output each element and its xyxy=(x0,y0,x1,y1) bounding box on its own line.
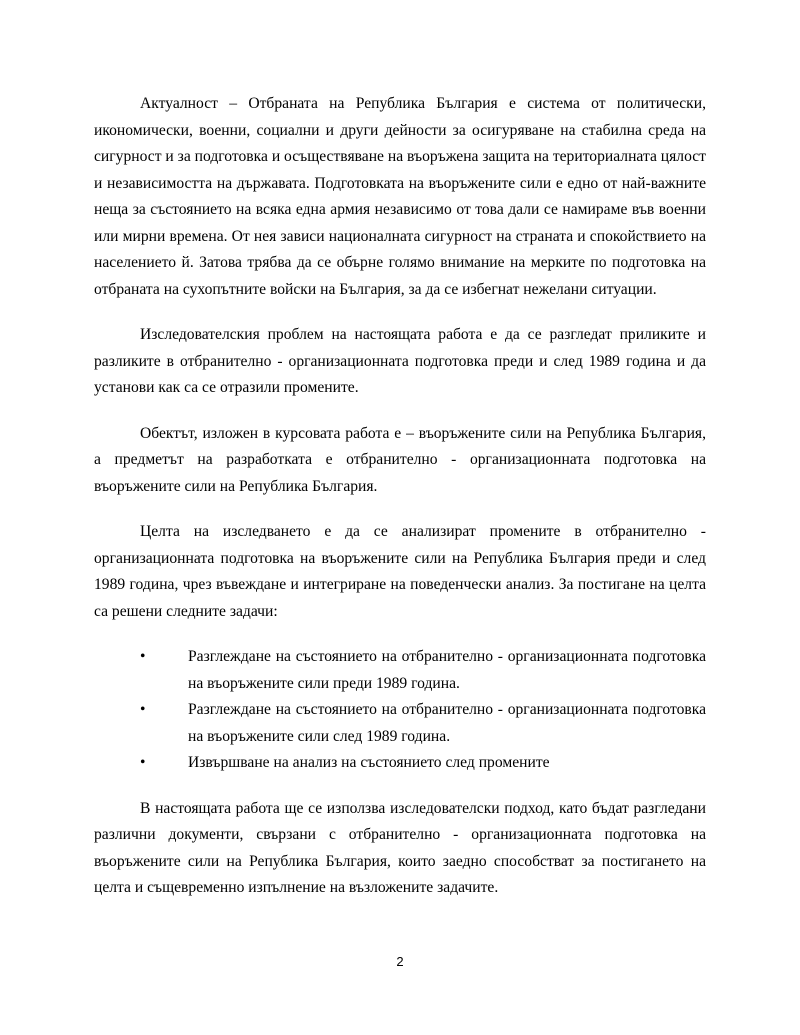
task-text: Разглеждане на състоянието на отбранително - организационната подготовка на въоръжените сили след 1989 година. xyxy=(188,701,706,745)
bullet-icon: • xyxy=(140,754,146,771)
paragraph-object-subject: Обектът, изложен в курсовата работа е – въоръжените сили на Република България, а предметът на разработката е отбранително - организационната подготовка на въоръжените сили на Република България. xyxy=(94,424,706,495)
bullet-icon: • xyxy=(140,701,146,718)
task-text: Извършване на анализ на състоянието след промените xyxy=(188,754,550,771)
paragraph-research-problem: Изследователския проблем на настоящата работа е да се разгледат приликите и разликите в отбранително - организационната подготовка преди и след 1989 година и да установи как са се отразили промените. xyxy=(94,326,706,396)
bullet-icon: • xyxy=(140,648,146,665)
document-body xyxy=(94,91,706,921)
list-item xyxy=(94,750,706,777)
paragraph-approach: В настоящата работа ще се използва изследователски подход, като бъдат разгледани различни документи, свързани с отбранително - организационната подготовка на въоръжените сили на Република България, които заедно способстват за постигането на целта и същевременно изпълнение на възложените задачите. xyxy=(94,799,706,896)
paragraph-relevance: Актуалност – Отбраната на Република България е система от политически, икономически, военни, социални и други дейности за осигуряване на стабилна среда на сигурност и за подготовка и осъществяване на въоръжена защита на териториалната цялост и независимостта на държавата. Подготовката на въоръжените сили е едно от най-важните неща за състоянието на всяка една армия независимо от това дали се намираме във военни или мирни времена. От нея зависи националната сигурност на страната и спокойствието на населението й. Затова трябва да се обърне голямо внимание на мерките по подготовка на отбраната на сухопътните войски на България, за да се избегнат нежелани ситуации. xyxy=(94,95,706,298)
list-item xyxy=(94,697,706,750)
task-text: Разглеждане на състоянието на отбранително - организационната подготовка на въоръжените сили преди 1989 година. xyxy=(188,648,706,692)
list-item xyxy=(94,644,706,697)
page-number: 2 xyxy=(396,954,404,969)
tasks-list xyxy=(94,644,706,777)
paragraph-goal: Целта на изследването е да се анализират промените в отбранително - организационната подготовка на въоръжените сили на Република България преди и след 1989 година, чрез въвеждане и интегриране на поведенчески анализ. За постигане на целта са решени следните задачи: xyxy=(94,523,706,620)
